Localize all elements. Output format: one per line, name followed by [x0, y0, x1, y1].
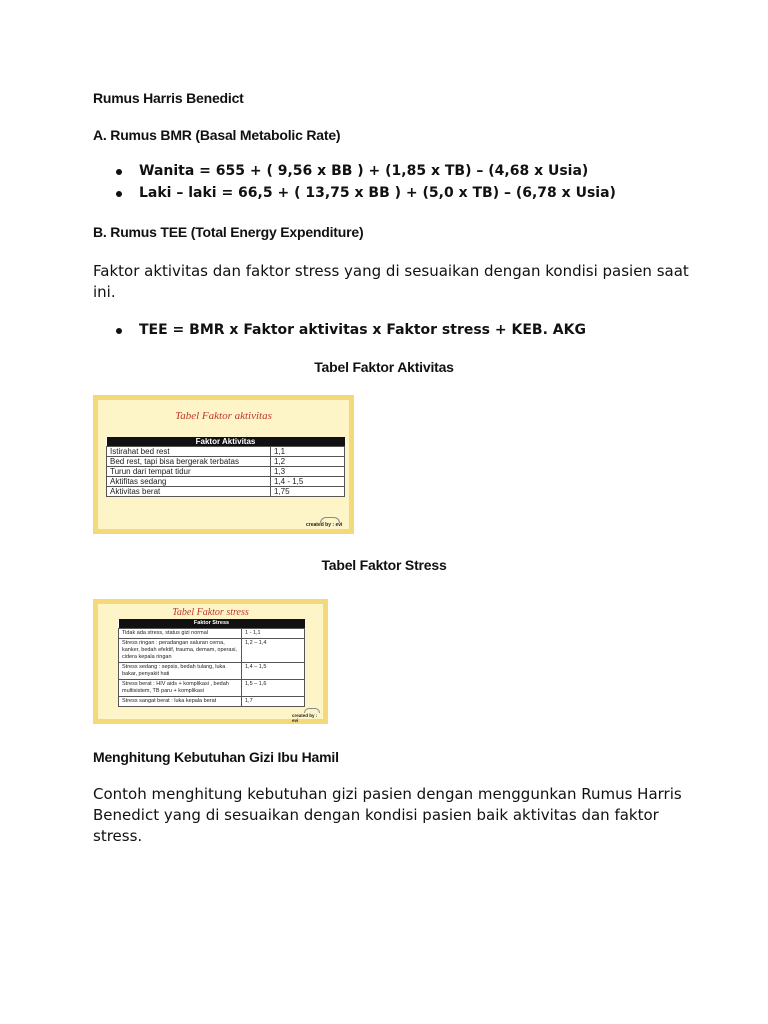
table-row	[119, 639, 305, 663]
table-header-row	[119, 619, 305, 629]
section-c-paragraph-line-3: stress.	[93, 827, 143, 845]
section-c-paragraph-line-1: Contoh menghitung kebutuhan gizi pasien dengan menggunkan Rumus Harris	[93, 785, 682, 803]
table-cell: Stress berat : HIV aids + komplikasi , bedah multisistem, TB paru + komplikasi	[119, 680, 242, 697]
table-cell: 1,2	[271, 457, 345, 467]
table-row	[107, 477, 345, 487]
stress-table-image	[93, 599, 328, 724]
table-row	[119, 663, 305, 680]
table-cell: 1,3	[271, 467, 345, 477]
credit-text: created by : evi	[306, 522, 343, 528]
table-row	[107, 487, 345, 497]
table-row	[107, 467, 345, 477]
table-cell: 1,2 – 1,4	[242, 639, 305, 663]
table-cell: 1,1	[271, 447, 345, 457]
section-c-paragraph-line-2: Benedict yang di sesuaikan dengan kondisi pasien baik aktivitas dan faktor	[93, 806, 659, 824]
section-a-heading: A. Rumus BMR (Basal Metabolic Rate)	[93, 127, 341, 143]
table-cell: 1,7	[242, 697, 305, 707]
stress-caption: Tabel Faktor Stress	[321, 557, 447, 573]
table-row	[119, 680, 305, 697]
table-cell: Stress ringan : peradangan saluran cerna, kanker, bedah efektif, trauma, demam, operasi, cidera kepala ringan	[119, 639, 242, 663]
table-header: Faktor Aktivitas	[107, 437, 345, 447]
credit-text: created by : evi	[292, 713, 318, 723]
bmr-formula-wanita: Wanita = 655 + ( 9,56 x BB ) + (1,85 x TB) – (4,68 x Usia)	[139, 163, 589, 179]
table-row	[119, 629, 305, 639]
table-cell: 1,5 – 1,6	[242, 680, 305, 697]
table-cell: Turun dari tempat tidur	[107, 467, 271, 477]
table-header-row	[107, 437, 345, 447]
bullet-icon	[116, 191, 122, 197]
table-header: Faktor Stress	[119, 619, 305, 629]
table-cell: 1,4 - 1,5	[271, 477, 345, 487]
bullet-icon	[116, 169, 122, 175]
bullet-icon	[116, 328, 122, 334]
aktivitas-caption: Tabel Faktor Aktivitas	[314, 359, 454, 375]
table-cell: 1,4 – 1,5	[242, 663, 305, 680]
section-b-heading: B. Rumus TEE (Total Energy Expenditure)	[93, 224, 364, 240]
aktivitas-table-image	[93, 395, 354, 534]
section-b-paragraph-line-2: ini.	[93, 283, 116, 301]
section-b-paragraph-line-1: Faktor aktivitas dan faktor stress yang di sesuaikan dengan kondisi pasien saat	[93, 262, 689, 280]
bmr-formula-laki: Laki – laki = 66,5 + ( 13,75 x BB ) + (5,0 x TB) – (6,78 x Usia)	[139, 185, 616, 201]
table-cell: 1,75	[271, 487, 345, 497]
table-cell: Tidak ada stress, status gizi normal	[119, 629, 242, 639]
table-cell: Stress sangat berat : luka kepala berat	[119, 697, 242, 707]
table-row	[119, 697, 305, 707]
aktivitas-image-title: Tabel Faktor aktivitas	[175, 410, 272, 422]
table-cell: Bed rest, tapi bisa bergerak terbatas	[107, 457, 271, 467]
document-title: Rumus Harris Benedict	[93, 90, 244, 106]
stress-image-title: Tabel Faktor stress	[172, 607, 249, 618]
tee-formula: TEE = BMR x Faktor aktivitas x Faktor stress + KEB. AKG	[139, 322, 586, 338]
table-row	[107, 447, 345, 457]
table-row	[107, 457, 345, 467]
table-cell: Aktivitas berat	[107, 487, 271, 497]
table-cell: Istirahat bed rest	[107, 447, 271, 457]
stress-table	[118, 619, 305, 707]
table-cell: Aktifitas sedang	[107, 477, 271, 487]
table-cell: Stress sedang : sepsis, bedah tulang, luka bakar, penyakit hati	[119, 663, 242, 680]
table-cell: 1 - 1,1	[242, 629, 305, 639]
section-c-heading: Menghitung Kebutuhan Gizi Ibu Hamil	[93, 749, 339, 765]
aktivitas-table	[106, 437, 345, 497]
